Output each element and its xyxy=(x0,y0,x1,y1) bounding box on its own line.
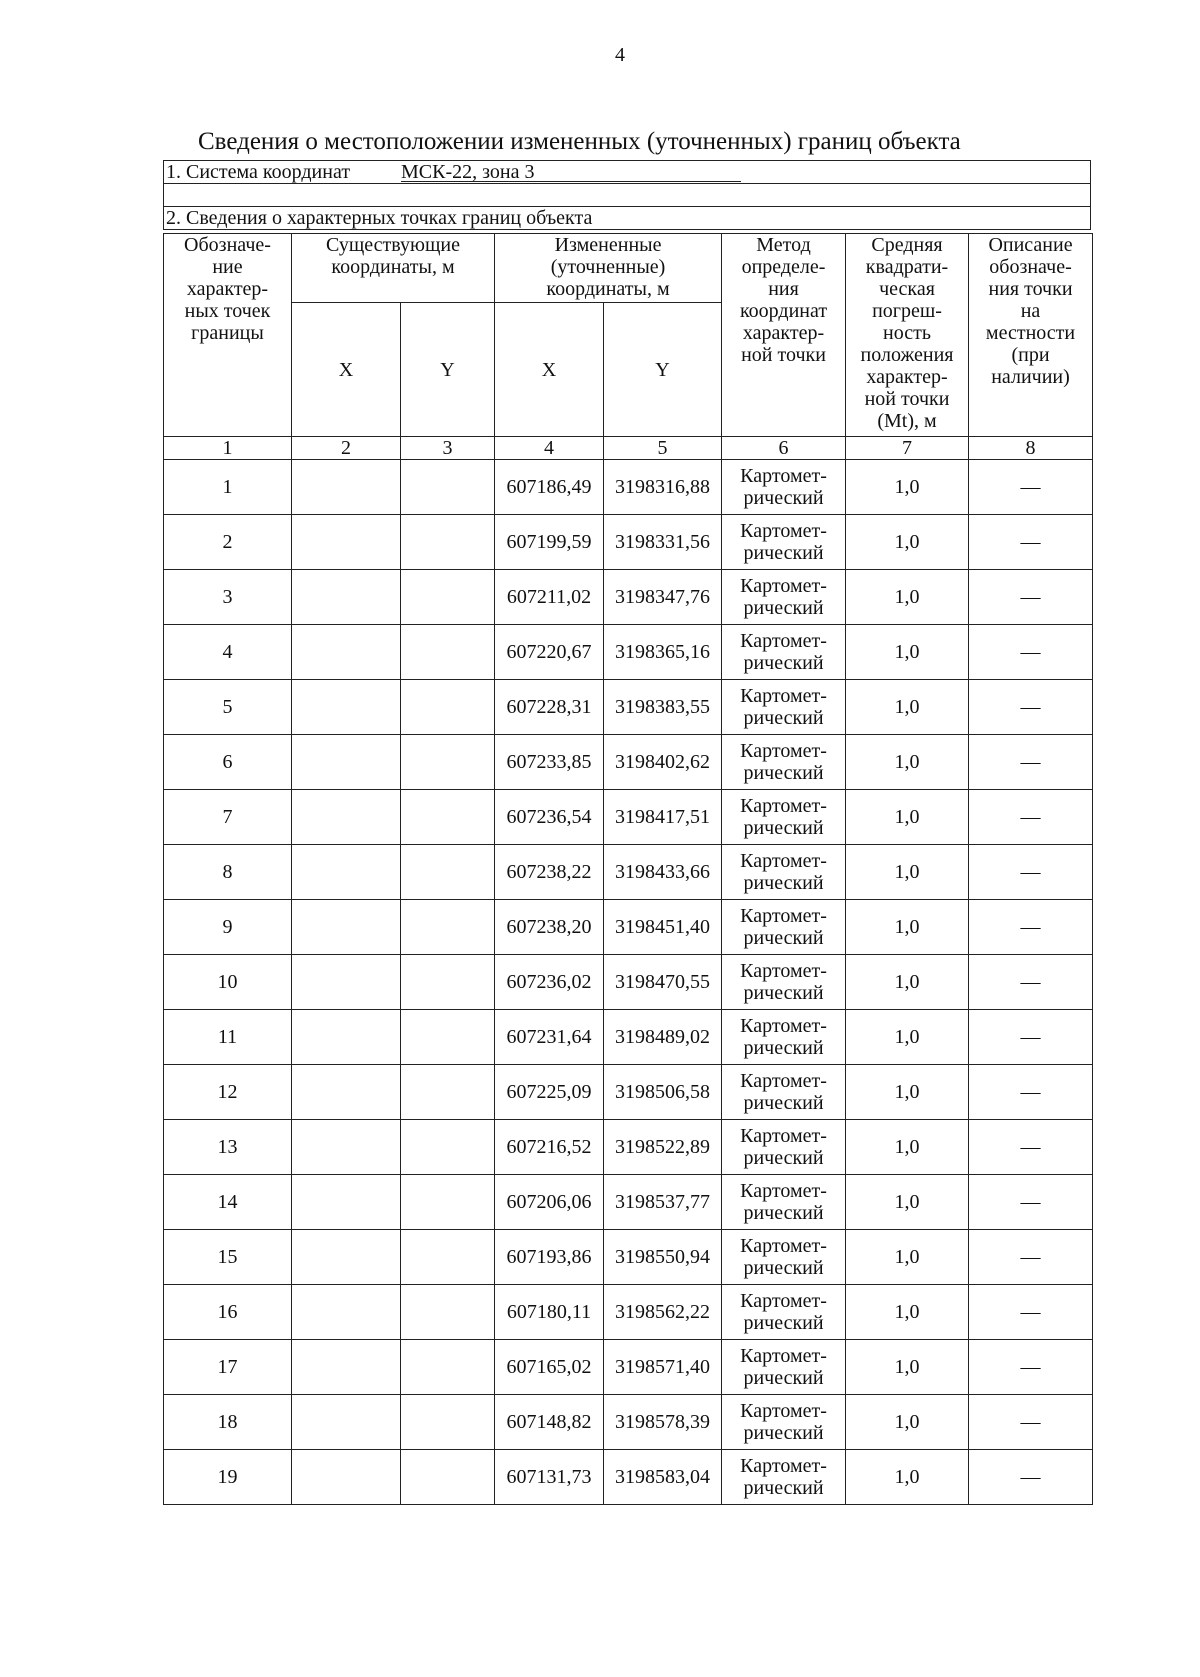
changed-x-cell: 607236,02 xyxy=(495,955,604,1010)
changed-y-cell: 3198583,04 xyxy=(604,1450,722,1505)
column-number: 1 xyxy=(164,437,292,460)
table-row xyxy=(164,1285,1093,1340)
mean-square-error-cell: 1,0 xyxy=(846,570,969,625)
existing-x-cell xyxy=(292,1395,401,1450)
mean-square-error-cell: 1,0 xyxy=(846,1010,969,1065)
header-existing-coordinates: Существующие координаты, м xyxy=(292,234,495,303)
table-body xyxy=(164,460,1093,1505)
existing-y-cell xyxy=(401,900,495,955)
existing-x-cell xyxy=(292,900,401,955)
description-cell: — xyxy=(969,625,1093,680)
existing-x-cell xyxy=(292,625,401,680)
existing-y-cell xyxy=(401,1230,495,1285)
header-changed-coordinates: Измененные (уточненные) координаты, м xyxy=(495,234,722,303)
changed-x-cell: 607148,82 xyxy=(495,1395,604,1450)
changed-y-cell: 3198451,40 xyxy=(604,900,722,955)
mean-square-error-cell: 1,0 xyxy=(846,1120,969,1175)
table-row xyxy=(164,515,1093,570)
section2-heading: 2. Сведения о характерных точках границ объекта xyxy=(166,207,593,229)
point-number-cell: 18 xyxy=(164,1395,292,1450)
changed-x-cell: 607238,20 xyxy=(495,900,604,955)
point-number-cell: 10 xyxy=(164,955,292,1010)
point-number-cell: 6 xyxy=(164,735,292,790)
changed-x-cell: 607193,86 xyxy=(495,1230,604,1285)
description-cell: — xyxy=(969,460,1093,515)
existing-y-cell xyxy=(401,955,495,1010)
changed-x-cell: 607231,64 xyxy=(495,1010,604,1065)
mean-square-error-cell: 1,0 xyxy=(846,790,969,845)
changed-y-cell: 3198417,51 xyxy=(604,790,722,845)
mean-square-error-cell: 1,0 xyxy=(846,845,969,900)
description-cell: — xyxy=(969,845,1093,900)
method-cell: Картомет- рический xyxy=(722,680,846,735)
changed-x-cell: 607225,09 xyxy=(495,1065,604,1120)
existing-x-cell xyxy=(292,1340,401,1395)
method-cell: Картомет- рический xyxy=(722,790,846,845)
existing-y-cell xyxy=(401,1010,495,1065)
method-cell: Картомет- рический xyxy=(722,845,846,900)
method-cell: Картомет- рический xyxy=(722,570,846,625)
changed-x-cell: 607180,11 xyxy=(495,1285,604,1340)
method-cell: Картомет- рический xyxy=(722,460,846,515)
description-cell: — xyxy=(969,955,1093,1010)
point-number-cell: 13 xyxy=(164,1120,292,1175)
description-cell: — xyxy=(969,680,1093,735)
description-cell: — xyxy=(969,900,1093,955)
column-number: 4 xyxy=(495,437,604,460)
column-number: 7 xyxy=(846,437,969,460)
existing-y-cell xyxy=(401,1450,495,1505)
mean-square-error-cell: 1,0 xyxy=(846,1230,969,1285)
existing-x-cell xyxy=(292,790,401,845)
mean-square-error-cell: 1,0 xyxy=(846,900,969,955)
changed-y-cell: 3198578,39 xyxy=(604,1395,722,1450)
description-cell: — xyxy=(969,790,1093,845)
existing-y-cell xyxy=(401,1395,495,1450)
header-existing-y: Y xyxy=(401,303,495,437)
changed-x-cell: 607206,06 xyxy=(495,1175,604,1230)
table-row xyxy=(164,625,1093,680)
table-row xyxy=(164,1175,1093,1230)
method-cell: Картомет- рический xyxy=(722,1230,846,1285)
method-cell: Картомет- рический xyxy=(722,1395,846,1450)
column-number: 5 xyxy=(604,437,722,460)
method-cell: Картомет- рический xyxy=(722,1285,846,1340)
changed-y-cell: 3198550,94 xyxy=(604,1230,722,1285)
mean-square-error-cell: 1,0 xyxy=(846,680,969,735)
point-number-cell: 3 xyxy=(164,570,292,625)
column-number: 8 xyxy=(969,437,1093,460)
header-changed-y: Y xyxy=(604,303,722,437)
mean-square-error-cell: 1,0 xyxy=(846,1065,969,1120)
changed-y-cell: 3198537,77 xyxy=(604,1175,722,1230)
mean-square-error-cell: 1,0 xyxy=(846,955,969,1010)
existing-x-cell xyxy=(292,845,401,900)
method-cell: Картомет- рический xyxy=(722,900,846,955)
changed-y-cell: 3198571,40 xyxy=(604,1340,722,1395)
changed-y-cell: 3198489,02 xyxy=(604,1010,722,1065)
changed-y-cell: 3198365,16 xyxy=(604,625,722,680)
column-number: 3 xyxy=(401,437,495,460)
point-number-cell: 15 xyxy=(164,1230,292,1285)
existing-y-cell xyxy=(401,1065,495,1120)
table-row xyxy=(164,1010,1093,1065)
point-number-cell: 16 xyxy=(164,1285,292,1340)
description-cell: — xyxy=(969,735,1093,790)
changed-y-cell: 3198470,55 xyxy=(604,955,722,1010)
table-row xyxy=(164,680,1093,735)
table-row xyxy=(164,845,1093,900)
existing-x-cell xyxy=(292,570,401,625)
mean-square-error-cell: 1,0 xyxy=(846,460,969,515)
changed-x-cell: 607233,85 xyxy=(495,735,604,790)
method-cell: Картомет- рический xyxy=(722,1010,846,1065)
existing-x-cell xyxy=(292,735,401,790)
changed-y-cell: 3198383,55 xyxy=(604,680,722,735)
coordinate-system-underline xyxy=(401,181,741,182)
changed-x-cell: 607186,49 xyxy=(495,460,604,515)
description-cell: — xyxy=(969,1175,1093,1230)
existing-y-cell xyxy=(401,790,495,845)
column-number: 2 xyxy=(292,437,401,460)
existing-y-cell xyxy=(401,460,495,515)
changed-x-cell: 607236,54 xyxy=(495,790,604,845)
header-mean-square-error: Средняя квадрати- ческая погреш- ность положения характер- ной точки (Mt), м xyxy=(846,234,969,437)
header-method: Метод определе- ния координат характер- ной точки xyxy=(722,234,846,437)
mean-square-error-cell: 1,0 xyxy=(846,1395,969,1450)
changed-y-cell: 3198506,58 xyxy=(604,1065,722,1120)
existing-y-cell xyxy=(401,570,495,625)
table-row xyxy=(164,1065,1093,1120)
method-cell: Картомет- рический xyxy=(722,1340,846,1395)
mean-square-error-cell: 1,0 xyxy=(846,1340,969,1395)
table-row xyxy=(164,955,1093,1010)
table-row xyxy=(164,1395,1093,1450)
existing-x-cell xyxy=(292,460,401,515)
header-existing-x: X xyxy=(292,303,401,437)
changed-x-cell: 607238,22 xyxy=(495,845,604,900)
existing-x-cell xyxy=(292,1065,401,1120)
existing-x-cell xyxy=(292,515,401,570)
existing-y-cell xyxy=(401,680,495,735)
page-number: 4 xyxy=(615,44,625,66)
mean-square-error-cell: 1,0 xyxy=(846,1175,969,1230)
changed-y-cell: 3198522,89 xyxy=(604,1120,722,1175)
changed-y-cell: 3198316,88 xyxy=(604,460,722,515)
mean-square-error-cell: 1,0 xyxy=(846,625,969,680)
point-number-cell: 19 xyxy=(164,1450,292,1505)
description-cell: — xyxy=(969,1395,1093,1450)
point-number-cell: 1 xyxy=(164,460,292,515)
method-cell: Картомет- рический xyxy=(722,1450,846,1505)
table-row xyxy=(164,570,1093,625)
changed-x-cell: 607165,02 xyxy=(495,1340,604,1395)
method-cell: Картомет- рический xyxy=(722,1175,846,1230)
description-cell: — xyxy=(969,1450,1093,1505)
method-cell: Картомет- рический xyxy=(722,515,846,570)
coordinate-system-frame xyxy=(163,160,1091,230)
method-cell: Картомет- рический xyxy=(722,1120,846,1175)
coordinate-system-row xyxy=(164,161,1090,184)
coordinate-system-label: 1. Система координат xyxy=(166,161,351,183)
point-number-cell: 5 xyxy=(164,680,292,735)
existing-x-cell xyxy=(292,1010,401,1065)
table-row xyxy=(164,735,1093,790)
changed-y-cell: 3198402,62 xyxy=(604,735,722,790)
point-number-cell: 7 xyxy=(164,790,292,845)
mean-square-error-cell: 1,0 xyxy=(846,735,969,790)
table-row xyxy=(164,790,1093,845)
existing-y-cell xyxy=(401,1340,495,1395)
description-cell: — xyxy=(969,1010,1093,1065)
method-cell: Картомет- рический xyxy=(722,735,846,790)
table-row xyxy=(164,1340,1093,1395)
changed-x-cell: 607199,59 xyxy=(495,515,604,570)
existing-x-cell xyxy=(292,1230,401,1285)
description-cell: — xyxy=(969,1340,1093,1395)
changed-y-cell: 3198562,22 xyxy=(604,1285,722,1340)
existing-x-cell xyxy=(292,1285,401,1340)
changed-y-cell: 3198433,66 xyxy=(604,845,722,900)
changed-x-cell: 607228,31 xyxy=(495,680,604,735)
header-description: Описание обозначе- ния точки на местности (при наличии) xyxy=(969,234,1093,437)
table-row xyxy=(164,900,1093,955)
description-cell: — xyxy=(969,570,1093,625)
changed-x-cell: 607131,73 xyxy=(495,1450,604,1505)
existing-x-cell xyxy=(292,1175,401,1230)
point-number-cell: 12 xyxy=(164,1065,292,1120)
description-cell: — xyxy=(969,515,1093,570)
existing-y-cell xyxy=(401,735,495,790)
point-number-cell: 9 xyxy=(164,900,292,955)
existing-y-cell xyxy=(401,845,495,900)
existing-y-cell xyxy=(401,515,495,570)
point-number-cell: 11 xyxy=(164,1010,292,1065)
description-cell: — xyxy=(969,1285,1093,1340)
mean-square-error-cell: 1,0 xyxy=(846,515,969,570)
existing-y-cell xyxy=(401,625,495,680)
changed-x-cell: 607216,52 xyxy=(495,1120,604,1175)
changed-x-cell: 607220,67 xyxy=(495,625,604,680)
boundary-points-table xyxy=(163,233,1093,1505)
column-number: 6 xyxy=(722,437,846,460)
point-number-cell: 2 xyxy=(164,515,292,570)
description-cell: — xyxy=(969,1120,1093,1175)
blank-row xyxy=(164,184,1090,207)
column-number-row xyxy=(164,437,1093,460)
existing-y-cell xyxy=(401,1175,495,1230)
document-title: Сведения о местоположении измененных (уточненных) границ объекта xyxy=(198,128,961,155)
existing-y-cell xyxy=(401,1120,495,1175)
existing-x-cell xyxy=(292,680,401,735)
description-cell: — xyxy=(969,1065,1093,1120)
coordinate-system-value: МСК-22, зона 3 xyxy=(401,161,535,183)
header-changed-x: X xyxy=(495,303,604,437)
method-cell: Картомет- рический xyxy=(722,1065,846,1120)
changed-y-cell: 3198347,76 xyxy=(604,570,722,625)
point-number-cell: 17 xyxy=(164,1340,292,1395)
point-number-cell: 14 xyxy=(164,1175,292,1230)
table-row xyxy=(164,460,1093,515)
mean-square-error-cell: 1,0 xyxy=(846,1450,969,1505)
description-cell: — xyxy=(969,1230,1093,1285)
existing-x-cell xyxy=(292,1450,401,1505)
point-number-cell: 4 xyxy=(164,625,292,680)
method-cell: Картомет- рический xyxy=(722,625,846,680)
changed-y-cell: 3198331,56 xyxy=(604,515,722,570)
point-number-cell: 8 xyxy=(164,845,292,900)
table-row xyxy=(164,1230,1093,1285)
table-row xyxy=(164,1120,1093,1175)
table-row xyxy=(164,1450,1093,1505)
existing-y-cell xyxy=(401,1285,495,1340)
header-row-top xyxy=(164,234,1093,303)
existing-x-cell xyxy=(292,1120,401,1175)
mean-square-error-cell: 1,0 xyxy=(846,1285,969,1340)
changed-x-cell: 607211,02 xyxy=(495,570,604,625)
method-cell: Картомет- рический xyxy=(722,955,846,1010)
header-point-designation: Обозначе- ние характер- ных точек границы xyxy=(164,234,292,437)
existing-x-cell xyxy=(292,955,401,1010)
